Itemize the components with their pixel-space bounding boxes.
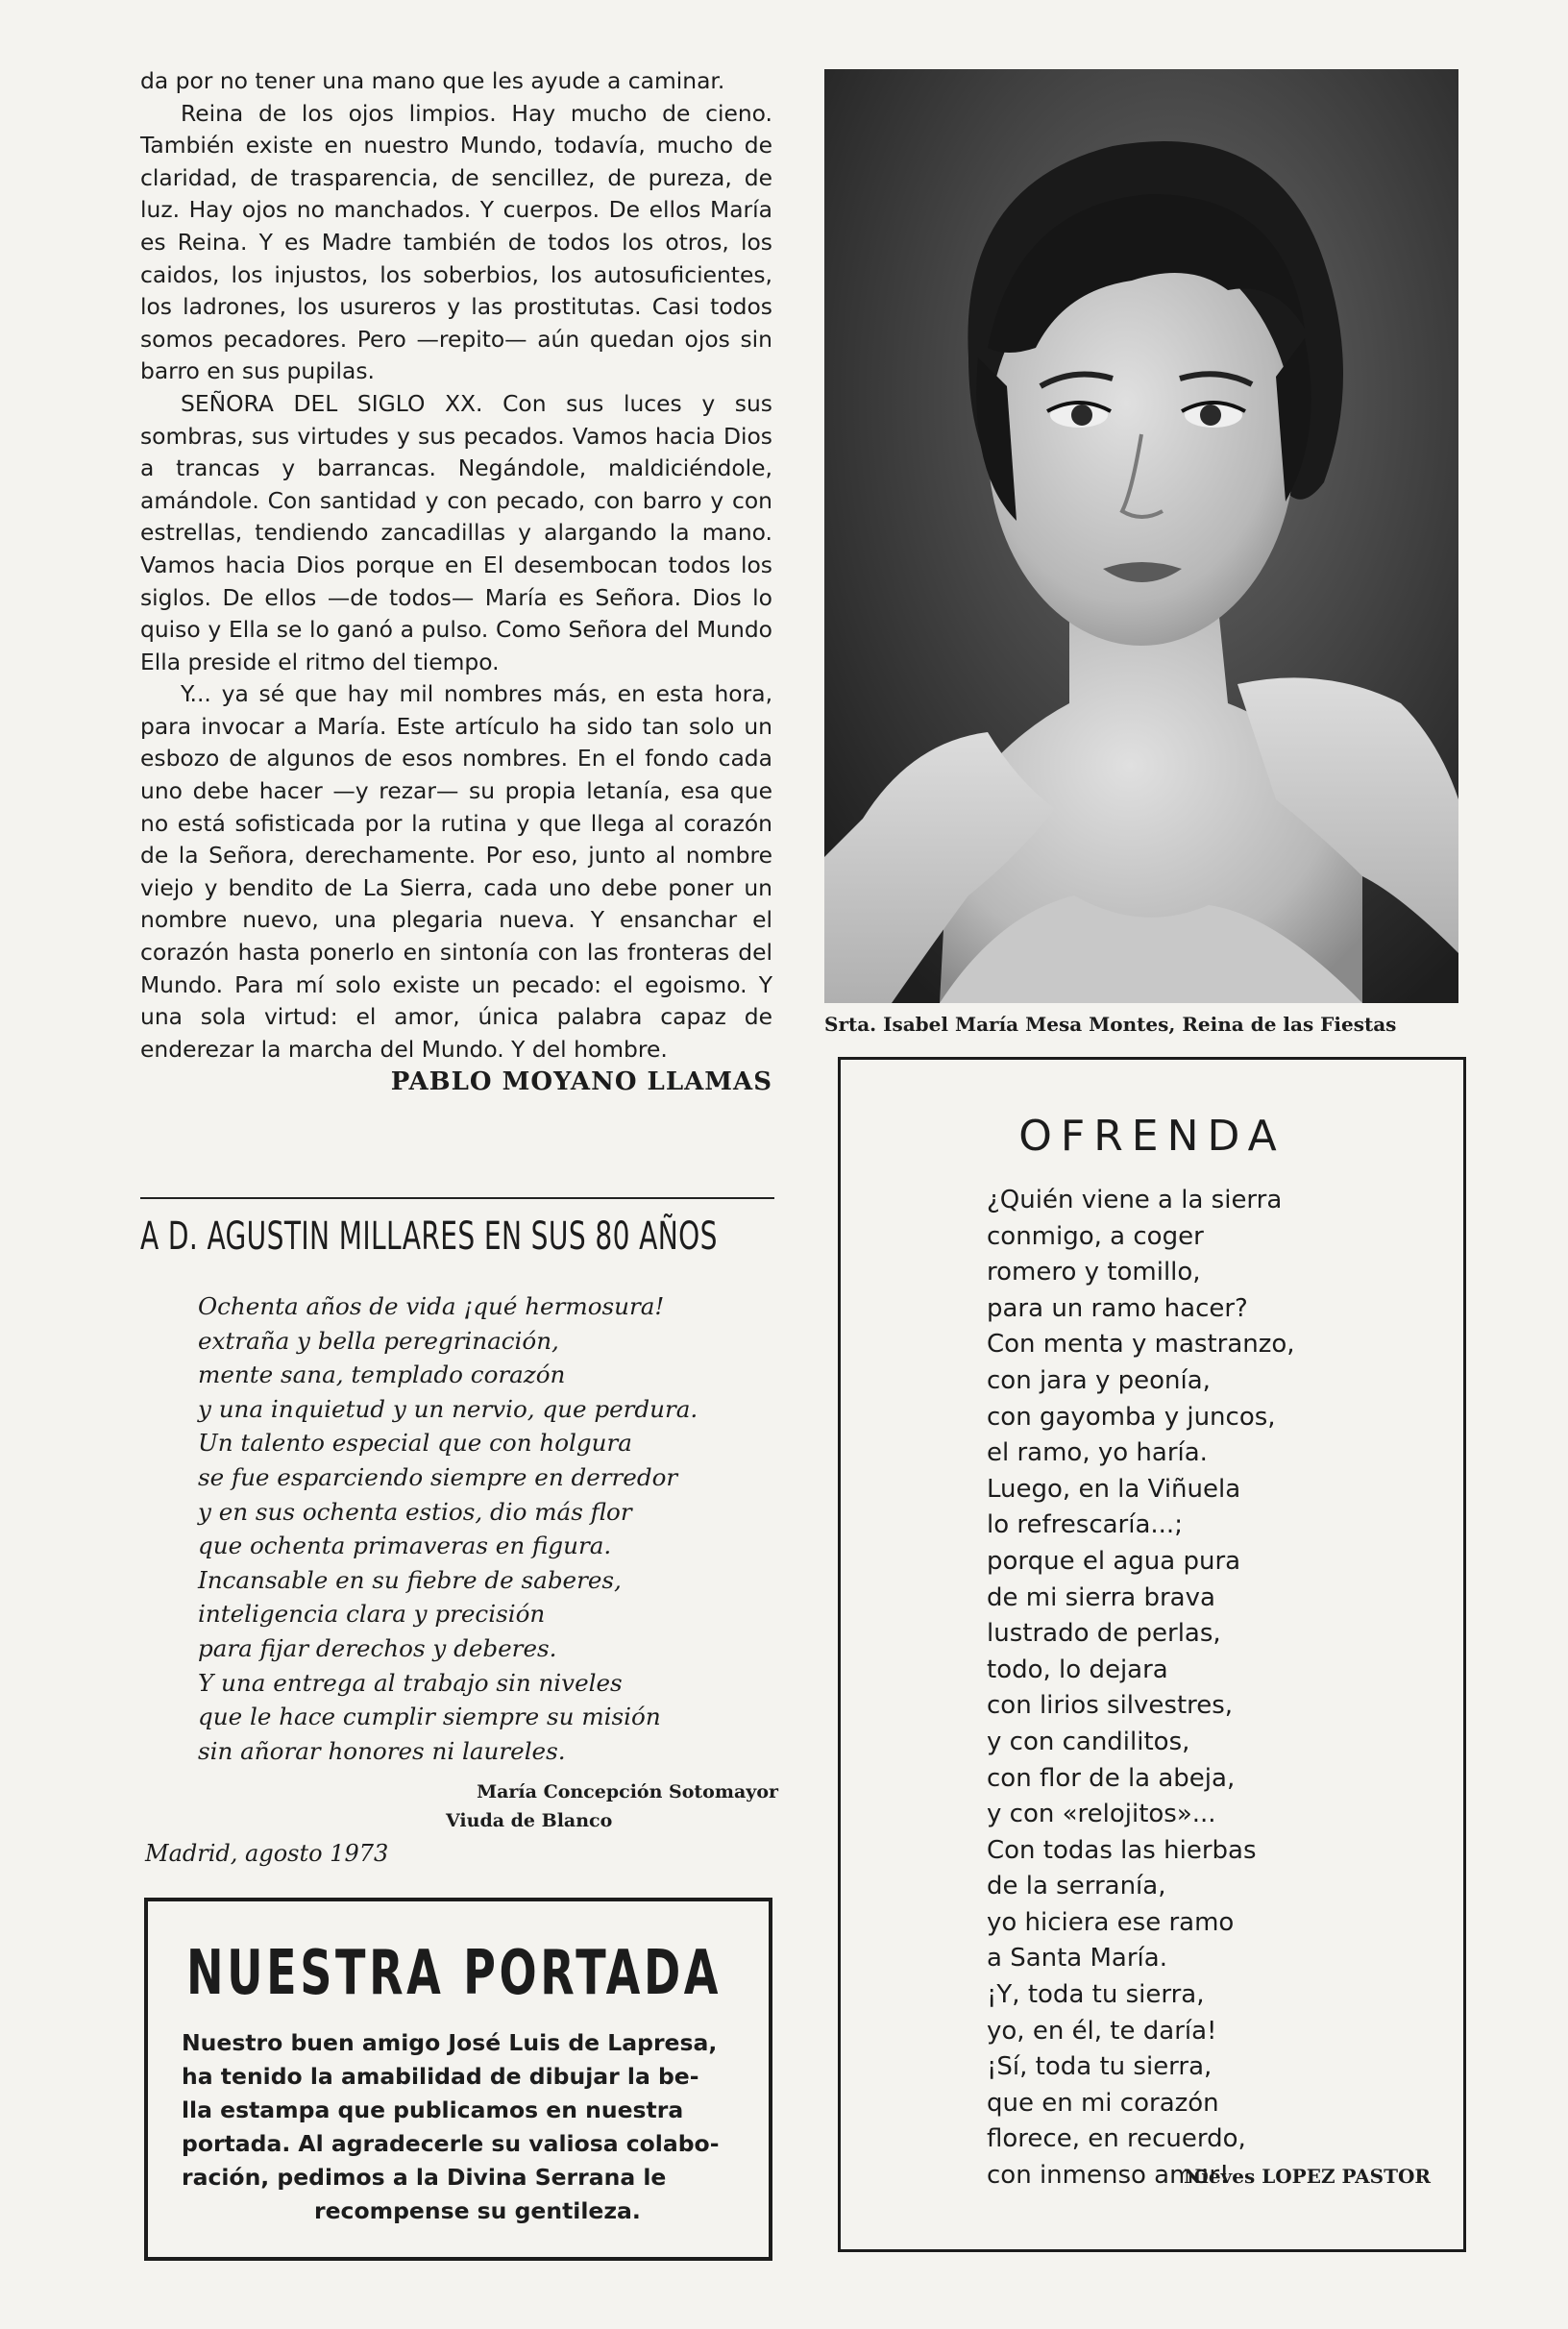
poem-verse: con inmenso amor!	[987, 2161, 1230, 2191]
poem-verse: romero y tomillo,	[987, 1258, 1201, 1287]
poem-verse: inteligencia clara y precisión	[198, 1600, 546, 1629]
poem-verse: con jara y peonía,	[987, 1365, 1211, 1395]
poem-verse: se fue esparciendo siempre en derredor	[198, 1462, 678, 1491]
article-body	[140, 65, 772, 1096]
portada-line: ha tenido la amabilidad de dibujar la be-	[182, 2063, 699, 2090]
poem-verse: yo hiciera ese ramo	[987, 1907, 1235, 1937]
millares-title: A D. AGUSTIN MILLARES EN SUS 80 AÑOS	[140, 1214, 718, 1259]
article-paragraph: SEÑORA DEL SIGLO XX. Con sus luces y sus sombras, sus virtudes y sus pecados. Vamos hacia Dios a trancas y barrancas. Negándole, maldiciéndole, amándole. Con santidad y con pecado, con barro y con estrellas, tendiendo zancadillas y alargando la mano. Vamos hacia Dios porque en El desembocan todos los siglos. De ellos —de todos— María es Señora. Dios lo quiso y Ella se lo ganó a pulso. Como Señora del Mundo Ella preside el ritmo del tiempo.	[140, 389, 772, 675]
author-name: María Concepción Sotomayor	[477, 1781, 778, 1802]
poem-verse: ¿Quién viene a la sierra	[987, 1186, 1283, 1214]
poem-verse: conmigo, a coger	[987, 1221, 1204, 1251]
poem-verse: y con «relojitos»...	[987, 1800, 1216, 1829]
poem-verse: florece, en recuerdo,	[987, 2124, 1246, 2154]
poem-verse: el ramo, yo haría.	[987, 1438, 1208, 1468]
poem-verse: Ochenta años de vida ¡qué hermosura!	[198, 1292, 665, 1320]
poem-verse: Con todas las hierbas	[987, 1835, 1257, 1865]
poem-verse: lo refrescaría...;	[987, 1510, 1183, 1540]
ofrenda-author: Nieves LOPEZ PASTOR	[1184, 2165, 1431, 2188]
article-paragraph: Reina de los ojos limpios. Hay mucho de cieno. También existe en nuestro Mundo, todavía, mucho de claridad, de trasparencia, de sencillez, de pureza, de luz. Hay ojos no manchados. Y cuerpos. De ellos María es Reina. Y es Madre también de todos los otros, los caidos, los injustos, los soberbios, los autosuficientes, los ladrones, los usureros y las prostitutas. Casi todos somos pecadores. Pero —repito— aún quedan ojos sin barro en sus pupilas.	[140, 99, 772, 385]
portrait-illustration	[824, 69, 1458, 1003]
poem-verse: con lirios silvestres,	[987, 1691, 1234, 1721]
poem-verse: sin añorar honores ni laureles.	[198, 1736, 566, 1765]
millares-author	[140, 1777, 778, 1835]
portada-text	[182, 2026, 739, 2228]
portada-line: ración, pedimos a la Divina Serrana le	[182, 2164, 667, 2191]
poem-verse: Un talento especial que con holgura	[198, 1429, 632, 1458]
poem-verse: con flor de la abeja,	[987, 1763, 1236, 1793]
millares-poem	[198, 1289, 774, 1768]
poem-verse: porque el agua pura	[987, 1546, 1241, 1576]
portada-line: recompense su gentileza.	[314, 2197, 641, 2224]
poem-verse: yo, en él, te daría!	[987, 2016, 1217, 2046]
poem-verse: para fijar derechos y deberes.	[198, 1633, 557, 1662]
portada-box	[144, 1898, 772, 2261]
poem-verse: de mi sierra brava	[987, 1582, 1215, 1612]
ofrenda-box	[838, 1057, 1466, 2252]
poem-verse: con gayomba y juncos,	[987, 1402, 1276, 1432]
ofrenda-poem	[987, 1183, 1295, 2194]
portada-line: lla estampa que publicamos en nuestra	[182, 2096, 684, 2123]
poem-verse: y en sus ochenta estios, dio más flor	[198, 1497, 632, 1526]
poem-verse: lustrado de perlas,	[987, 1619, 1221, 1649]
portada-line: portada. Al agradecerle su valiosa colabo-	[182, 2130, 720, 2157]
poem-verse: Luego, en la Viñuela	[987, 1474, 1241, 1504]
portada-title: NUESTRA PORTADA	[186, 1938, 723, 2009]
poem-verse: y con candilitos,	[987, 1727, 1190, 1756]
article-author: PABLO MOYANO LLAMAS	[390, 1067, 772, 1097]
section-divider	[140, 1197, 774, 1199]
poem-verse: ¡Sí, toda tu sierra,	[987, 2052, 1213, 2082]
poem-verse: a Santa María.	[987, 1944, 1167, 1974]
poem-verse: mente sana, templado corazón	[198, 1361, 566, 1389]
place-date: Madrid, agosto 1973	[145, 1840, 389, 1867]
poem-verse: que le hace cumplir siempre su misión	[198, 1703, 661, 1731]
article-paragraph: da por no tener una mano que les ayude a caminar.	[140, 67, 725, 94]
author-title: Viuda de Blanco	[446, 1810, 613, 1831]
ofrenda-title: OFRENDA	[1018, 1112, 1286, 1161]
article-paragraph: Y... ya sé que hay mil nombres más, en esta hora, para invocar a María. Este artículo ha sido tan solo un esbozo de algunos de esos nombres. En el fondo cada uno debe hacer —y rezar— su propia letanía, esa que no está sofisticada por la rutina y que llega al corazón de la Señora, derechamente. Por eso, junto al nombre viejo y bendito de La Sierra, cada uno debe poner un nombre nuevo, una plegaria nueva. Y ensanchar el corazón hasta ponerlo en sintonía con las fronteras del Mundo. Para mí solo existe un pecado: el egoismo. Y una sola virtud: el amor, única palabra capaz de enderezar la marcha del Mundo. Y del hombre.	[140, 680, 772, 1063]
poem-verse: extraña y bella peregrinación,	[198, 1326, 559, 1355]
poem-verse: que en mi corazón	[987, 2088, 1219, 2118]
poem-verse: Incansable en su fiebre de saberes,	[198, 1565, 622, 1594]
photo-caption: Srta. Isabel María Mesa Montes, Reina de las Fiestas	[824, 1013, 1397, 1036]
portada-line: Nuestro buen amigo José Luis de Lapresa,	[182, 2029, 718, 2056]
poem-verse: Con menta y mastranzo,	[987, 1330, 1295, 1360]
poem-verse: ¡Y, toda tu sierra,	[987, 1980, 1205, 2010]
poem-verse: para un ramo hacer?	[987, 1293, 1248, 1323]
poem-verse: todo, lo dejara	[987, 1655, 1168, 1684]
poem-verse: Y una entrega al trabajo sin niveles	[198, 1668, 623, 1697]
poem-verse: y una inquietud y un nervio, que perdura.	[198, 1394, 698, 1423]
poem-verse: que ochenta primaveras en figura.	[198, 1532, 612, 1560]
poem-verse: de la serranía,	[987, 1872, 1166, 1901]
portrait-photo	[824, 69, 1458, 1003]
